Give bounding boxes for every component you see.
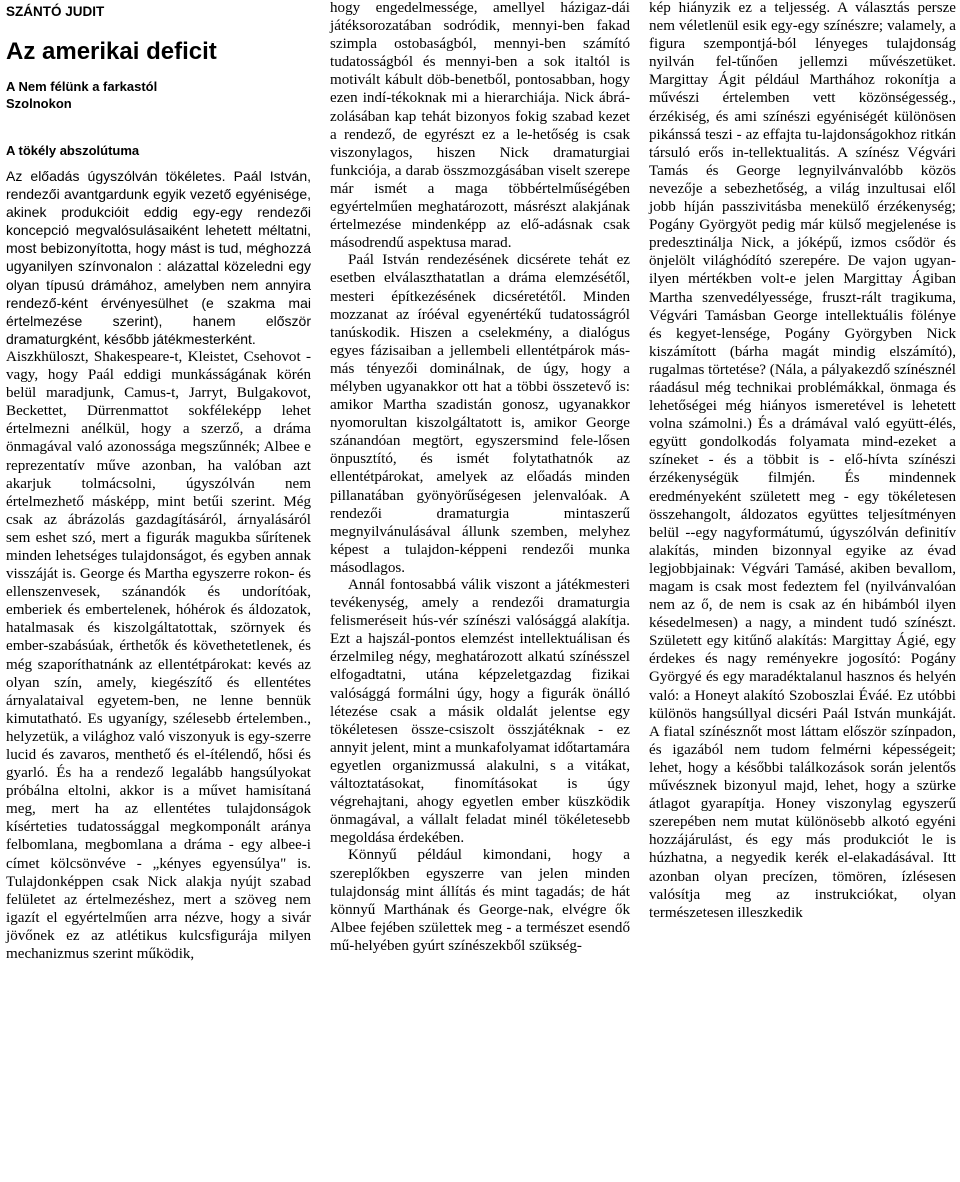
body-paragraph-sans: Az előadás úgyszólván tökéletes. Paál István, rendezői avantgardunk egyik vezető egyénisége, akinek produkcióit eddig egy-egy rendezői koncepció megvalósulásaiként lehetett méltatni, most bebizonyította, hogy mást is tud, méghozzá ugyanilyen színvonalon : alázattal közeledni egy olyan típusú drámához, amelyben nem annyira rendező-ként érvényesülhet (e szakma mai értelmezése szerint), hanem először dramaturgként, később játékmesterként. [6,168,311,347]
body-paragraph: kép hiányzik ez a teljesség. A választás persze nem véletlenül esik egy-egy színészre; valamely, a figura szempontjá-ból lényeges tulajdonság nyilván fel-tűnően jellemzi művészetüket. Margittay Ágit például Marthához rokonítja a művészi értelemben vett közönségesség., érzékiség, és ami színészi egyéniségét különösen pikánssá teszi - az effajta tu-lajdonságokhoz ritkán társuló erős in-tellektualitás. A színész Végvári Tamás és George legnyilvánvalóbb közös nevezője a sebezhetőség, a világ inzultusai elől jobb híján passzivitásba menekülő érzékenység; Pogány Györgyöt pedig már külső megjelenése is predesztinálja Nick, a jóképű, izmos csődör és önjelölt világhódító szerepére. De vajon ugyan-ilyen mértékben volt-e jelen Margittay Ágiban Martha szenvedélyessége, fruszt-rált tragikuma, Végvári Tamásban George intellektuális fölénye és kegyet-lensége, Pogány Györgyben Nick kiszámított (bárha magát mindig elszámító), rugalmas törtetése? (Nála, a pályakezdő színésznél ráadásul még technikai problémákkal, önmaga és lehetőségei még hiányos ismeretével is lehetett volna számolni.) És a drámával való együtt-élés, együtt gondolkodás folyamata mind-ezeket a színeket - és a többit is - elő-hívta színészi érzékenységük filmjén. És mindennek eredményeként született meg - egy tökéletesen összehangolt, áldozatos együttes teljesítményen belül --egy nagyformátumú, úgyszólván definitív alakítás, minden bizonnyal egyike az évad legjobbjainak: Végvári Tamásé, akiben bevallom, magam is csak most fedeztem fel (nyilvánvalóan nem az ő, de nem is csak az én hibámból ilyen késedelmesen) a nagy, a mindent tudó színészt. Született egy kitűnő alakítás: Margittay Ágié, egy érdekes és nagy reményekre jogosító: Pogány Györgyé és egy maradéktalanul hasznos és helyén való: a Honeyt alakító Szoboszlai Éváé. Ez utóbbi különös hangsúllyal dicséri Paál István munkáját. A fiatal színésznőt most láttam először színpadon, és igazából nem tudom felmérni képességeit; lehet, hogy a későbbi találkozások során jelentős művésznek bizonyul majd, lehet, hogy a szürke átlagot gyarapítja. Honey viszonylag egyszerű szerepében nem mutat különösebb alkotó egyéni hozzájárulást, és egy más produkciót le is húzhatna, a negyedik kerék el-elakadásával. Itt azonban olyan precízen, tömören, ízlésesen valósítja meg az instrukciókat, olyan természetesen illeszkedik [649,0,956,921]
column-1 [6,0,311,963]
article-subtitle: A Nem félünk a farkastól Szolnokon [6,79,158,111]
body-paragraph: hogy engedelmessége, amellyel házigaz-dái játéksorozatában sodródik, mennyi-ben fakad szimpla ostobaságból, mennyi-ben számító tudatosságból és mennyi-ben a sok italtól is motivált kábult döb-benetből, pontosabban, hogy ezen indí-tékoknak mi a hierarchiája. Nick ábrá-zolásában kap tehát bizonyos fokig szabad kezet a rendező, de egyrészt ez a le-hetőség is csak viszonylagos, hiszen Nick dramaturgiai funkciója, a darab összmozgásában viselt szerepe már ismét a maga többértelműségében egyértelműen meghatározott, másrészt alakjának értelmezése mindenképp az elő-adásnak csak másodrendű aspektusa marad. [330,0,630,252]
author-name: SZÁNTÓ JUDIT [6,4,105,19]
body-paragraph: Aiszkhüloszt, Shakespeare-t, Kleistet, Csehovot - vagy, hogy Paál eddigi munkásságának körén belül maradjunk, Camus-t, Jarryt, Bulgakovot, Beckettet, Dürrenmattot sokféleképp lehet értelmezni anélkül, hogy a szerző, a dráma önmagával való azonossága megszűnnék; Albee e reprezentatív műve azonban, ha valóban azt akarjuk tolmácsolni, úgyszólván nem értelmezhető másképp, mint betűi szerint. Még csak az ábrázolás gazdagításáról, árnyalásáról sem eshet szó, mert a figurák magukba sűrítenek minden lehetséges tulajdonságot, és egyben annak visszáját is. George és Martha egyszerre rokon- és ellenszenvesek, szánandók és undorítóak, emberiek és embertelenek, hóhérok és áldozatok, hatalmasak és kiszolgáltatottak, szörnyek és ember-szabásúak, érthetők és követhetetlenek, és még szaporíthatnánk az ellentétpárokat: kevés az olyan szín, amely, kiegészítő és ellentétes árnyalataival egyetem-ben, ne lenne bennük kimutatható. Es ugyanígy, szélesebb értelemben., helyzetük, a világhoz való viszonyuk is egy-szerre lucid és zavaros, menthető és el-ítélendő, hősi és gyarló. És ha a rendező legalább hangsúlyokat próbálna eltolni, akkor is a művet hamisítaná meg, mert ha az ellentétes tulajdonságok kísérteties tudatossággal megkomponált aránya felbomlana, megbomlana a dráma - egy albee-i címet kölcsönvéve - „kényes egyensúlya" is. Tulajdonképpen csak Nick alakja nyújt szabad felületet az értelmezéshez, mert a szöveg nem igazít el egyértelműen arra nézve, hogy a sivár jövőnek ez az atlétikus kulcsfigurája milyen mechanizmus szerint működik, [6,348,311,963]
body-paragraph: Annál fontosabbá válik viszont a játékmesteri tevékenység, amely a rendezői dramaturgia felismeréseit hús-vér színészi valósággá alakítja. Ezt a hajszál-pontos elemzést intellektuálisan és érzelmileg négy, meghatározott alkatú színésszel elfogadtatni, utána képzeletgazdag fizikai valósággá formálni úgy, hogy a figurák önálló létezése csak a másik oldalát jelentse egy tökéletesen össze-csiszolt összjátéknak - ez annyit jelent, mint a munkafolyamat időtartamára egyetlen organizmussá alakulni, s a vitákat, változtatásokat, finomításokat is úgy végrehajtani, ahogy egyetlen ember küszködik önmagával, a vállalt feladat minél tökéletesebb megoldása érdekében. [330,577,630,847]
body-paragraph: Paál István rendezésének dicsérete tehát ez esetben elválaszthatatlan a dráma elemzésétől, mesteri építkezésének dicséretétől. Minden mozzanat az íróéval egyenértékű tudatosságról tanúskodik. Hiszen a cselekmény, a dialógus egyes fázisaiban a jellembeli ellentétpárok más-más tényezői dominálnak, de úgy, hogy a mélyben ugyanakkor ott hat a többi összetevő is: amikor Martha szadistán gonosz, ugyanakkor nyomorultan kiszolgáltatott is, amikor George szánandóan megtört, egyszersmind fele-lősen önpusztító, és ismét folytathatnók az ellentétpárokat, amelyek az előadás minden pillanatában gyönyörűségesen jelenvalóak. A rendezői dramaturgia mintaszerű megnyilvánulásával állunk szemben, melyhez képest a tulajdon-képpeni rendezői munka másodlagos. [330,252,630,576]
column-3 [649,0,956,922]
section-heading: A tökély abszolútuma [6,143,140,158]
body-paragraph: Könnyű például kimondani, hogy a szereplőkben egyszerre van jelen minden tulajdonság mint állítás és mint tagadás; de hát könnyű Marthának és George-nak, elvégre ők Albee fejében születtek meg - a természet esendő mű-helyében gyúrt színészekből szükség- [330,847,630,954]
column-2 [330,0,630,955]
article-title: Az amerikai deficit [6,38,217,65]
